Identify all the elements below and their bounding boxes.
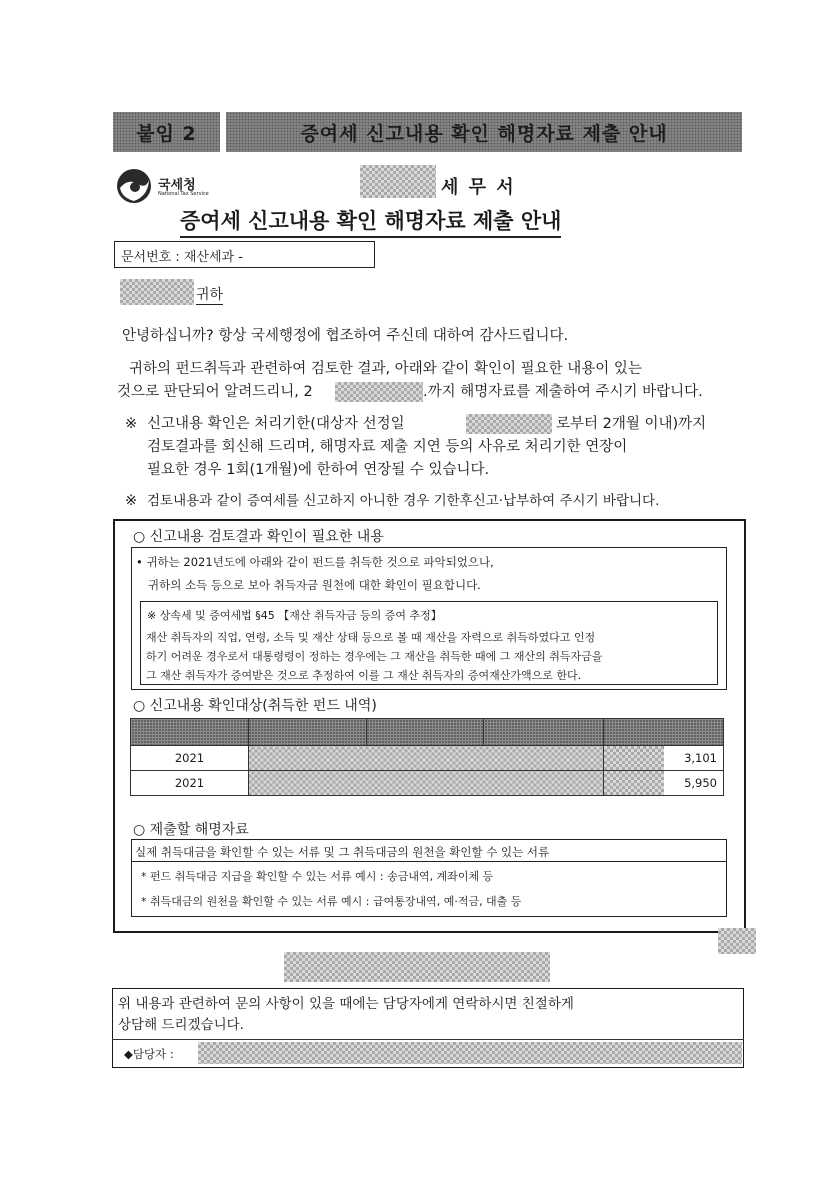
law-line-2: 하기 어려운 경우로서 대통령령이 정하는 경우에는 그 재산을 취득한 때에 그 재산의 취득자금을 bbox=[146, 650, 603, 663]
submit-item-2: * 취득대금의 원천을 확인할 수 있는 서류 예시 : 급여통장내역, 예·적금, 대출 등 bbox=[141, 895, 522, 908]
attachment-title-text: 증여세 신고내용 확인 해명자료 제출 안내 bbox=[300, 122, 668, 145]
office-name-redacted bbox=[360, 165, 436, 198]
fund-detail-redacted bbox=[248, 746, 603, 771]
fund-header-cell bbox=[248, 719, 366, 746]
table-row bbox=[131, 746, 724, 771]
recipient-name-redacted bbox=[120, 279, 194, 305]
submit-item-1: * 펀드 취득대금 지급을 확인할 수 있는 서류 예시 : 송금내역, 계좌이체 등 bbox=[141, 870, 494, 883]
document-number: 문서번호 : 재산세과 - bbox=[121, 250, 243, 265]
table-row bbox=[131, 771, 724, 796]
fund-header-cell bbox=[603, 719, 723, 746]
agency-name-en: National Tax Service bbox=[158, 191, 209, 197]
note-1-line-3: 필요한 경우 1회(1개월)에 한하여 연장될 수 있습니다. bbox=[147, 462, 490, 478]
officer-label: ◆담당자 : bbox=[124, 1047, 174, 1061]
fund-amount-cell bbox=[603, 771, 723, 796]
fund-detail-redacted bbox=[248, 771, 603, 796]
fund-amount-cell bbox=[603, 746, 723, 771]
submit-header: 실제 취득대금을 확인할 수 있는 서류 및 그 취득대금의 원천을 확인할 수 있는 서류 bbox=[135, 845, 550, 859]
fund-year-cell: 2021 bbox=[131, 771, 249, 796]
document-number-box bbox=[114, 241, 375, 268]
fund-table-header bbox=[131, 719, 724, 746]
amount-redacted bbox=[604, 746, 664, 770]
fund-header-cell bbox=[366, 719, 484, 746]
fund-header-cell bbox=[131, 719, 249, 746]
attachment-tag bbox=[113, 112, 220, 152]
document-title: 증여세 신고내용 확인 해명자료 제출 안내 bbox=[180, 205, 561, 238]
section-1-title: ○ 신고내용 검토결과 확인이 필요한 내용 bbox=[133, 529, 384, 545]
contact-line-1: 위 내용과 관련하여 문의 사항이 있을 때에는 담당자에게 연락하시면 친절하게 bbox=[118, 996, 574, 1012]
note-1-line-1-prefix: 신고내용 확인은 처리기한(대상자 선정일 bbox=[147, 416, 405, 432]
law-line-1: 재산 취득자의 직업, 연령, 소득 및 재산 상태 등으로 볼 때 재산을 자력으로 취득하였다고 인정 bbox=[146, 631, 596, 644]
note-1-mark: ※ bbox=[125, 416, 138, 432]
attachment-tag-text: 붙임 2 bbox=[136, 122, 197, 145]
fund-amount-tail: 3,101 bbox=[684, 751, 717, 765]
officer-info-redacted bbox=[198, 1042, 742, 1064]
office-chief-redacted bbox=[284, 952, 550, 982]
attachment-title-banner bbox=[226, 112, 742, 152]
note-2-mark: ※ bbox=[125, 493, 138, 509]
paragraph-1-line-2-prefix: 것으로 판단되어 알려드리니, 2 bbox=[117, 384, 313, 400]
recipient-suffix: 귀하 bbox=[196, 284, 223, 305]
fund-amount-tail: 5,950 bbox=[684, 776, 717, 790]
paragraph-1-line-2-suffix: .까지 해명자료를 제출하여 주시기 바랍니다. bbox=[423, 384, 703, 400]
note-1-line-1-suffix: 로부터 2개월 이내)까지 bbox=[556, 416, 707, 432]
greeting: 안녕하십니까? 항상 국세행정에 협조하여 주신데 대하여 감사드립니다. bbox=[122, 328, 569, 344]
submit-divider bbox=[131, 861, 727, 862]
section-1-line-2: 귀하의 소득 등으로 보아 취득자금 원천에 대한 확인이 필요합니다. bbox=[148, 578, 481, 592]
contact-line-2: 상담해 드리겠습니다. bbox=[118, 1017, 244, 1033]
agency-name: 국세청 bbox=[158, 178, 196, 193]
paragraph-1-line-1: 귀하의 펀드취득과 관련하여 검토한 결과, 아래와 같이 확인이 필요한 내용이 있는 bbox=[129, 361, 642, 377]
note-2: 검토내용과 같이 증여세를 신고하지 아니한 경우 기한후신고·납부하여 주시기 바랍니다. bbox=[147, 493, 660, 509]
amount-redacted bbox=[604, 771, 664, 795]
selection-date-redacted bbox=[466, 414, 552, 434]
office-suffix: 세 무 서 bbox=[441, 177, 516, 198]
contact-divider bbox=[112, 1039, 744, 1040]
section-3-title: ○ 제출할 해명자료 bbox=[133, 822, 249, 838]
fund-header-cell bbox=[484, 719, 604, 746]
note-1-line-2: 검토결과를 회신해 드리며, 해명자료 제출 지연 등의 사유로 처리기한 연장이 bbox=[147, 439, 628, 455]
deadline-date-redacted bbox=[335, 382, 423, 402]
fund-year-cell: 2021 bbox=[131, 746, 249, 771]
law-line-3: 그 재산 취득자가 증여받은 것으로 추정하여 이를 그 재산 취득자의 증여재산가액으로 한다. bbox=[146, 669, 582, 682]
stamp-redacted bbox=[718, 928, 756, 954]
section-1-line-1: • 귀하는 2021년도에 아래와 같이 펀드를 취득한 것으로 파악되었으나, bbox=[136, 555, 494, 569]
law-title: ※ 상속세 및 증여세법 §45 【재산 취득자금 등의 증여 추정】 bbox=[147, 609, 442, 622]
nts-logo-icon bbox=[114, 166, 154, 206]
section-2-title: ○ 신고내용 확인대상(취득한 펀드 내역) bbox=[133, 698, 377, 714]
fund-table bbox=[130, 718, 724, 796]
